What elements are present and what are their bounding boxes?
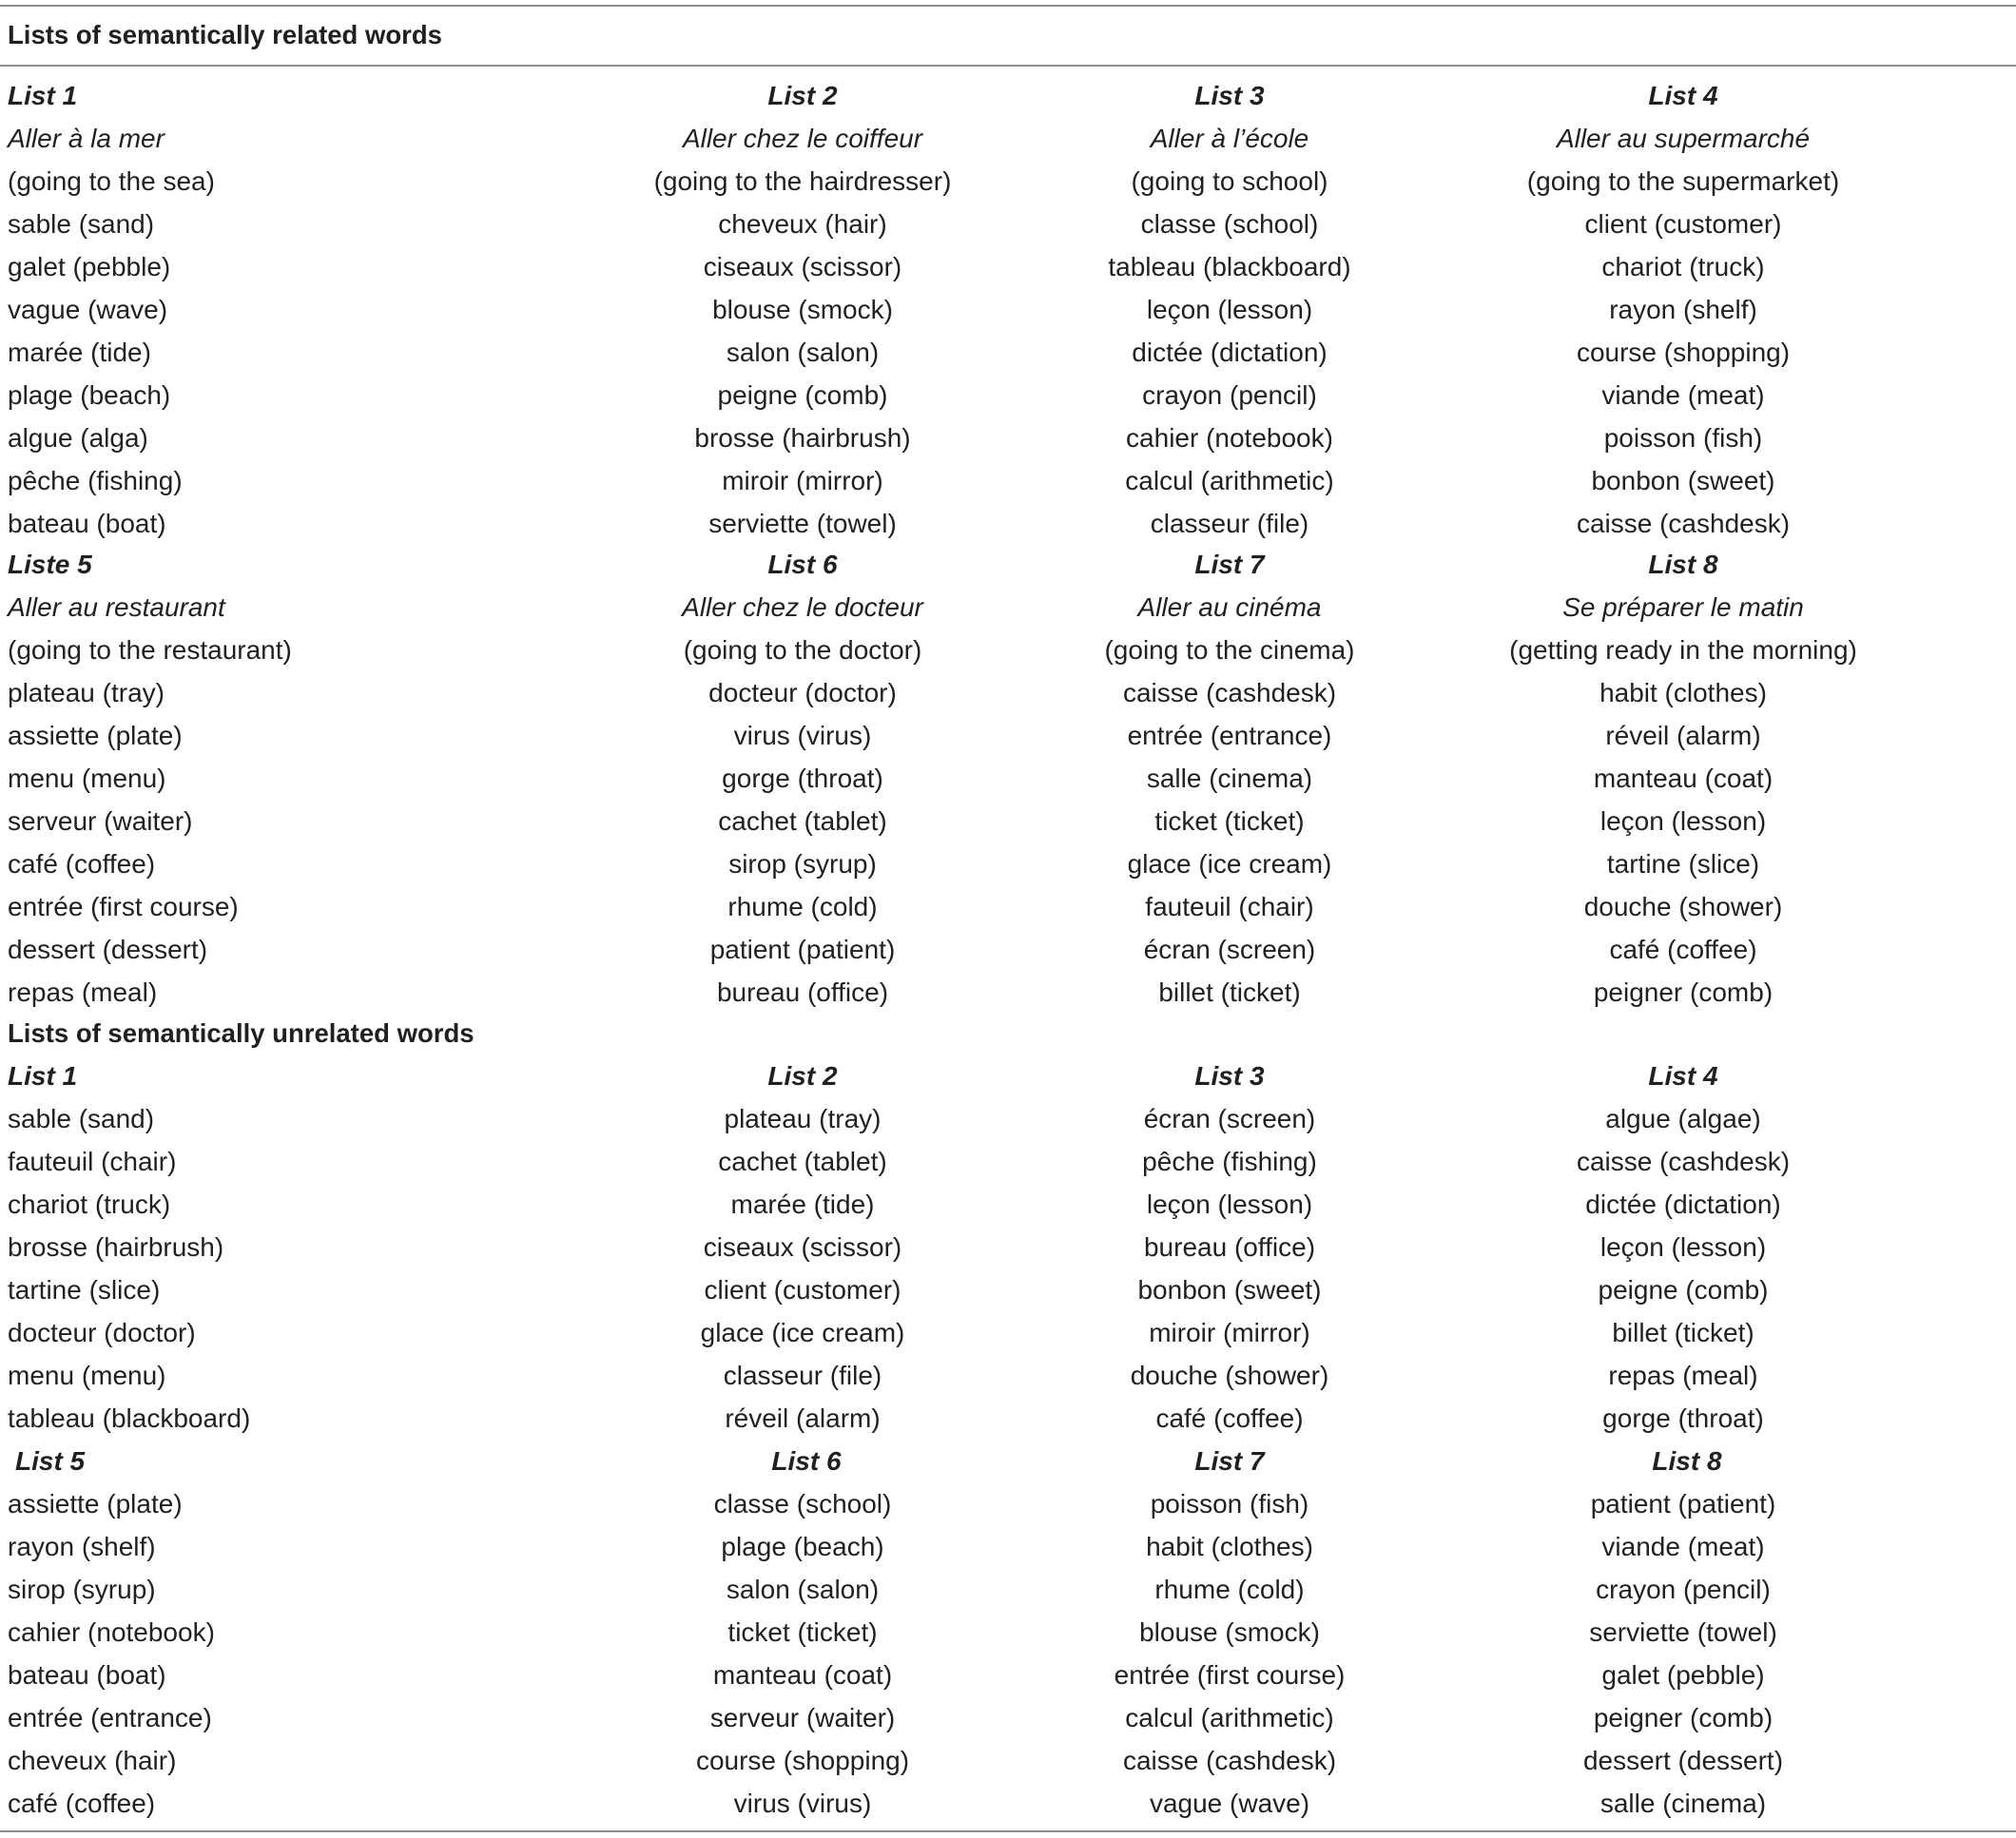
word-cell: course (shopping) (695, 1745, 910, 1775)
word-cell: entrée (entrance) (8, 1702, 212, 1732)
table-row (0, 203, 2016, 245)
list-header: List 6 (767, 549, 838, 579)
table-row (0, 459, 2016, 502)
list-theme: Aller à la mer (8, 123, 165, 153)
table-row (0, 757, 2016, 800)
word-cell: assiette (plate) (8, 1488, 183, 1519)
table-row (0, 1739, 2016, 1782)
word-cell: rhume (cold) (727, 891, 878, 921)
word-cell: (going to the doctor) (683, 634, 922, 665)
word-cell: tartine (slice) (8, 1274, 161, 1305)
table-row (0, 1268, 2016, 1311)
table-row (0, 1354, 2016, 1397)
word-cell: client (customer) (1584, 208, 1782, 239)
word-cell: bureau (office) (716, 977, 889, 1007)
word-cell: plateau (tray) (724, 1103, 882, 1133)
word-cell: (going to the restaurant) (8, 634, 292, 665)
table-row (0, 1311, 2016, 1354)
word-cell: cachet (tablet) (718, 1146, 887, 1176)
word-cell: course (shopping) (1576, 337, 1791, 367)
list-header: List 6 (771, 1445, 842, 1476)
word-cell: dictée (dictation) (1132, 337, 1328, 367)
word-cell: chariot (truck) (8, 1189, 171, 1219)
word-cell: habit (clothes) (1599, 677, 1767, 707)
word-cell: café (coffee) (1155, 1403, 1304, 1433)
word-cell: bonbon (sweet) (1137, 1274, 1322, 1305)
table-row (0, 331, 2016, 374)
word-cell: entrée (first course) (8, 891, 239, 921)
word-cell: tableau (blackboard) (1108, 251, 1351, 281)
word-cell: crayon (pencil) (1596, 1574, 1771, 1604)
word-cell: glace (ice cream) (1127, 848, 1332, 879)
list-header: List 7 (1194, 1445, 1265, 1476)
word-cell: serveur (waiter) (8, 805, 193, 836)
word-cell: billet (ticket) (1612, 1317, 1754, 1347)
word-cell: manteau (coat) (1593, 763, 1774, 793)
word-cell: peigne (comb) (717, 379, 888, 410)
word-cell: serviette (towel) (708, 508, 897, 538)
word-cell: gorge (throat) (722, 763, 883, 793)
word-cell: (going to the sea) (8, 165, 215, 196)
word-cell: classeur (file) (1150, 508, 1309, 538)
word-cell: bonbon (sweet) (1591, 465, 1775, 495)
word-cell: entrée (entrance) (1127, 720, 1332, 750)
list-header: List 1 (8, 80, 78, 110)
word-cell: ciseaux (scissor) (703, 251, 902, 281)
word-cell: docteur (doctor) (708, 677, 897, 707)
table-row (0, 416, 2016, 459)
list-theme: Aller au supermarché (1556, 123, 1811, 153)
related-section-title: Lists of semantically related words (8, 20, 442, 49)
word-cell: cachet (tablet) (718, 805, 887, 836)
unrelated-group-2 (0, 1440, 2016, 1825)
word-cell: brosse (hairbrush) (694, 422, 911, 453)
list-header: List 2 (767, 80, 838, 110)
word-cell: manteau (coat) (712, 1659, 893, 1690)
word-cell: galet (pebble) (1601, 1659, 1765, 1690)
list-header: List 3 (1194, 80, 1265, 110)
theme-row (0, 586, 2016, 629)
list-theme: Aller chez le coiffeur (682, 123, 923, 153)
word-cell: miroir (mirror) (722, 465, 883, 495)
word-cell: cheveux (hair) (8, 1745, 177, 1775)
word-cell: sirop (syrup) (728, 848, 877, 879)
word-cell: rayon (shelf) (8, 1531, 156, 1561)
word-cell: dessert (dessert) (8, 934, 208, 964)
word-cell: salle (cinema) (1599, 1788, 1767, 1818)
word-cell: salon (salon) (726, 1574, 880, 1604)
word-cell: (going to school) (1131, 165, 1328, 196)
word-cell: caisse (cashdesk) (1576, 1146, 1791, 1176)
word-cell: tartine (slice) (1606, 848, 1760, 879)
table-row (0, 1183, 2016, 1226)
word-cell: douche (shower) (1130, 1360, 1329, 1390)
table-row (0, 1654, 2016, 1696)
word-cell: ciseaux (scissor) (703, 1231, 902, 1262)
word-cell: serveur (waiter) (709, 1702, 896, 1732)
word-cell: sirop (syrup) (8, 1574, 156, 1604)
word-cell: menu (menu) (8, 763, 166, 793)
list-header-row (0, 1440, 2016, 1482)
word-cell: marée (tide) (8, 337, 151, 367)
table-row (0, 1782, 2016, 1825)
word-cell: cahier (notebook) (8, 1616, 215, 1647)
word-cell: salon (salon) (726, 337, 880, 367)
table-row (0, 288, 2016, 331)
list-header: List 4 (1648, 1060, 1718, 1091)
table-row (0, 1097, 2016, 1140)
word-cell: dictée (dictation) (1585, 1189, 1781, 1219)
list-theme: Aller à l’école (1150, 123, 1309, 153)
list-theme: Aller au cinéma (1137, 591, 1322, 622)
word-cell: chariot (truck) (1601, 251, 1765, 281)
word-cell: algue (algae) (1605, 1103, 1761, 1133)
word-cell: café (coffee) (8, 848, 156, 879)
word-cell: billet (ticket) (1158, 977, 1301, 1007)
word-cell: vague (wave) (1149, 1788, 1310, 1818)
word-cell: caisse (cashdesk) (1576, 508, 1791, 538)
word-cell: café (coffee) (8, 1788, 156, 1818)
table-row (0, 971, 2016, 1014)
word-cell: bureau (office) (1143, 1231, 1316, 1262)
word-cell: patient (patient) (709, 934, 896, 964)
related-group-2 (0, 543, 2016, 1014)
word-cell: leçon (lesson) (1599, 805, 1767, 836)
word-cell: entrée (first course) (1114, 1659, 1346, 1690)
word-cell: docteur (doctor) (8, 1317, 196, 1347)
word-cell: peigne (comb) (1598, 1274, 1769, 1305)
list-header: List 5 (15, 1445, 86, 1476)
word-cell: fauteuil (chair) (1145, 891, 1314, 921)
word-cell: tableau (blackboard) (8, 1403, 251, 1433)
table-top-rule (0, 5, 2016, 7)
word-cell: classe (school) (713, 1488, 892, 1519)
table-row (0, 1568, 2016, 1611)
list-header: List 2 (767, 1060, 838, 1091)
word-cell: blouse (smock) (1139, 1616, 1320, 1647)
word-cell: caisse (cashdesk) (1122, 677, 1337, 707)
word-cell: plage (beach) (8, 379, 171, 410)
word-cell: crayon (pencil) (1142, 379, 1317, 410)
word-cell: salle (cinema) (1146, 763, 1313, 793)
table-row (0, 928, 2016, 971)
word-cell: leçon (lesson) (1146, 294, 1313, 324)
word-cell: repas (meal) (8, 977, 158, 1007)
word-cell: classeur (file) (723, 1360, 882, 1390)
word-cell: virus (virus) (733, 1788, 872, 1818)
table-row (0, 800, 2016, 842)
word-cell: viande (meat) (1601, 379, 1765, 410)
word-cell: pêche (fishing) (1142, 1146, 1317, 1176)
word-cell: gorge (throat) (1602, 1403, 1764, 1433)
table-row (0, 1397, 2016, 1440)
word-cell: cahier (notebook) (1126, 422, 1333, 453)
table-row (0, 160, 2016, 203)
word-cell: repas (meal) (1608, 1360, 1758, 1390)
word-cell: poisson (fish) (1150, 1488, 1309, 1519)
word-cell: (getting ready in the morning) (1509, 634, 1857, 665)
table-row (0, 885, 2016, 928)
word-cell: calcul (arithmetic) (1125, 1702, 1334, 1732)
table-header-rule (0, 65, 2016, 67)
word-cell: blouse (smock) (712, 294, 893, 324)
word-cell: plateau (tray) (8, 677, 165, 707)
word-cell: douche (shower) (1583, 891, 1783, 921)
word-cell: ticket (ticket) (727, 1616, 878, 1647)
word-cell: bateau (boat) (8, 508, 166, 538)
word-cell: ticket (ticket) (1154, 805, 1305, 836)
word-cell: client (customer) (704, 1274, 901, 1305)
word-cell: galet (pebble) (8, 251, 171, 281)
list-header: List 1 (8, 1060, 78, 1091)
word-cell: marée (tide) (730, 1189, 875, 1219)
word-cell: cheveux (hair) (718, 208, 887, 239)
word-cell: habit (clothes) (1146, 1531, 1313, 1561)
table-row (0, 1226, 2016, 1268)
word-cell: (going to the supermarket) (1526, 165, 1840, 196)
word-cell: serviette (towel) (1589, 1616, 1777, 1647)
word-cell: poisson (fish) (1603, 422, 1763, 453)
unrelated-section-title: Lists of semantically unrelated words (8, 1018, 475, 1048)
word-cell: miroir (mirror) (1149, 1317, 1310, 1347)
table-row (0, 1140, 2016, 1183)
word-cell: classe (school) (1140, 208, 1319, 239)
table-row (0, 1611, 2016, 1654)
word-cell: rayon (shelf) (1609, 294, 1757, 324)
word-cell: viande (meat) (1601, 1531, 1765, 1561)
table-row (0, 502, 2016, 545)
word-cell: brosse (hairbrush) (8, 1231, 224, 1262)
word-cell: peigner (comb) (1593, 1702, 1774, 1732)
word-cell: peigner (comb) (1593, 977, 1774, 1007)
word-cell: sable (sand) (8, 208, 155, 239)
word-cell: assiette (plate) (8, 720, 183, 750)
word-cell: (going to the hairdresser) (653, 165, 952, 196)
table-row (0, 245, 2016, 288)
word-cell: leçon (lesson) (1599, 1231, 1767, 1262)
list-header: List 3 (1194, 1060, 1265, 1091)
theme-row (0, 117, 2016, 160)
list-header-row (0, 1054, 2016, 1097)
word-cell: (going to the cinema) (1104, 634, 1355, 665)
list-theme: Aller au restaurant (8, 591, 225, 622)
table-row (0, 1696, 2016, 1739)
word-cell: caisse (cashdesk) (1122, 1745, 1337, 1775)
table-row (0, 714, 2016, 757)
word-cell: réveil (alarm) (1605, 720, 1761, 750)
table-row (0, 842, 2016, 885)
list-header: List 8 (1648, 549, 1718, 579)
table-row (0, 374, 2016, 416)
word-cell: fauteuil (chair) (8, 1146, 177, 1176)
list-header: List 8 (1652, 1445, 1722, 1476)
related-group-1 (0, 74, 2016, 545)
word-cell: virus (virus) (733, 720, 872, 750)
list-header-row (0, 74, 2016, 117)
word-cell: glace (ice cream) (700, 1317, 905, 1347)
word-cell: pêche (fishing) (8, 465, 183, 495)
word-cell: menu (menu) (8, 1360, 166, 1390)
word-cell: leçon (lesson) (1146, 1189, 1313, 1219)
word-cell: bateau (boat) (8, 1659, 166, 1690)
word-cell: sable (sand) (8, 1103, 155, 1133)
word-cell: rhume (cold) (1154, 1574, 1305, 1604)
word-cell: écran (screen) (1143, 1103, 1316, 1133)
table-bottom-rule (0, 1830, 2016, 1832)
word-cell: réveil (alarm) (725, 1403, 881, 1433)
word-cell: plage (beach) (721, 1531, 884, 1561)
list-theme: Aller chez le docteur (682, 591, 923, 622)
word-cell: patient (patient) (1590, 1488, 1776, 1519)
word-cell: écran (screen) (1143, 934, 1316, 964)
unrelated-group-1 (0, 1054, 2016, 1440)
list-theme: Se préparer le matin (1562, 591, 1804, 622)
word-cell: dessert (dessert) (1582, 1745, 1784, 1775)
table-row (0, 1482, 2016, 1525)
word-cell: café (coffee) (1609, 934, 1757, 964)
list-header: List 4 (1648, 80, 1718, 110)
list-header-row (0, 543, 2016, 586)
word-cell: algue (alga) (8, 422, 148, 453)
table-row (0, 1525, 2016, 1568)
list-header: List 7 (1194, 549, 1265, 579)
word-cell: vague (wave) (8, 294, 168, 324)
table-row (0, 629, 2016, 671)
list-header: Liste 5 (8, 549, 92, 579)
word-cell: calcul (arithmetic) (1125, 465, 1334, 495)
table-row (0, 671, 2016, 714)
